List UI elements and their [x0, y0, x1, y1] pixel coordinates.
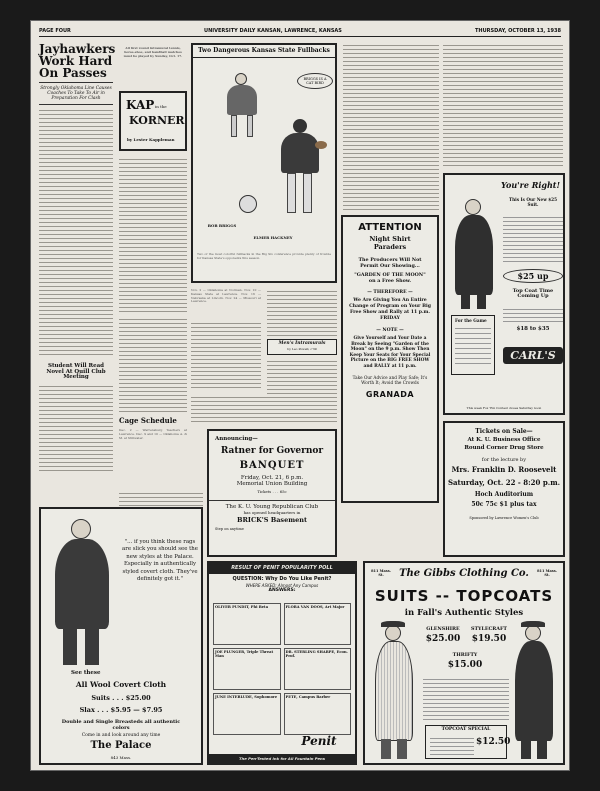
- penit-logo: Penit: [301, 734, 337, 748]
- gibbs-brand-thrifty: THRIFTY: [452, 652, 478, 658]
- ratner-banquet-ad: [207, 429, 337, 557]
- game-schedule: Nov. 2 — Oklahoma at Norman. Nov. 10 — Kansas State at Lawrence. Nov. 16 — Nebraska at Lincoln. Nov. 24 — Missouri at Lawrence.: [191, 288, 261, 304]
- fullback-photo-1: [213, 67, 273, 137]
- carls-man-figure: [451, 199, 497, 309]
- ratner-basement: BRICK'S Basement: [237, 516, 307, 524]
- page-number: PAGE FOUR: [39, 27, 71, 34]
- gibbs-price-thrifty: $15.00: [447, 660, 483, 670]
- games-filler: [191, 321, 261, 391]
- paper-title: UNIVERSITY DAILY KANSAN, LAWRENCE, KANSAS: [204, 27, 342, 34]
- carls-logo: CARL'S: [503, 347, 563, 364]
- attention-p3: We Are Giving You An Entire Change of Program on Your Big Free Show and Rally at 11 p.m. FRIDAY: [349, 298, 431, 321]
- kap-title: KAP: [126, 98, 155, 112]
- roosevelt-office: At K. U. Business Office: [467, 437, 541, 443]
- subhead-jayhawkers: Strongly Oklahoma Line Causes Coaches To Take To Air in Preparation For Clash: [40, 86, 112, 101]
- carls-price-topcoat: $18 to $35: [516, 326, 550, 332]
- gibbs-address-right: 811 Mass. St.: [537, 569, 557, 577]
- roosevelt-name: Mrs. Franklin D. Roosevelt: [451, 465, 557, 474]
- cartoon-figure: [239, 195, 257, 213]
- gibbs-price-special: $12.50: [476, 737, 511, 747]
- tag-bob-briggs: BOB BRIGGS: [207, 223, 237, 228]
- ratner-place: Memorial Union Building: [236, 481, 308, 487]
- masthead: [39, 25, 561, 37]
- carls-price-suit: $25 up: [503, 269, 563, 283]
- roosevelt-sponsor: Sponsored by Lawrence Women's Club: [469, 516, 539, 520]
- gibbs-price-stylecraft: $19.50: [471, 634, 507, 644]
- penit-answer-4: DR. STERLING SHARPE, Econ. Prof.: [284, 648, 352, 690]
- roosevelt-drug-store: Round Corner Drug Store: [464, 444, 544, 451]
- attention-title: ATTENTION: [358, 222, 422, 233]
- mens-intramurals-head: [267, 339, 337, 355]
- carls-game-label: For the Game: [455, 318, 487, 323]
- headline-jayhawkers: Jayhawkers Work Hard On Passes: [39, 42, 116, 80]
- kap-column-text: [119, 157, 187, 312]
- quill-club-body: [39, 384, 113, 474]
- ratner-sponsor: The K. U. Young Republican Club: [209, 500, 335, 510]
- palace-coat: All Wool Covert Cloth: [75, 680, 167, 689]
- attention-p4: Give Yourself and Your Date a Break by Seeing "Garden of the Moon" on the 9 p.m. Show Then Keep Your Seats for Your Special Picture on the BIG FREE SHOW and RALLY at 11 p.m.: [349, 336, 431, 369]
- gibbs-brand-glenshire: GLENSHIRE: [426, 626, 460, 632]
- penit-ad: [207, 561, 357, 765]
- tennis-notice: All first round intramural tennis, horse-shoe, and handball matches must be played by Sunday, Oct. 17.: [123, 46, 183, 58]
- palace-logo: The Palace: [90, 740, 152, 751]
- gibbs-logo: The Gibbs Clothing Co.: [399, 568, 529, 579]
- palace-man-figure: [47, 517, 117, 667]
- attention-p2: on a Free Show.: [368, 278, 412, 284]
- carls-game-list: [451, 315, 495, 375]
- carls-topcoat: Top Coat Time Coming Up: [512, 288, 554, 299]
- roosevelt-hall: Hoch Auditorium: [474, 491, 534, 498]
- gibbs-address-left: 811 Mass. St.: [371, 569, 391, 577]
- penit-answer-3: JOE PLUNGER, Triple Threat Man: [213, 648, 281, 690]
- issue-date: THURSDAY, OCTOBER 13, 1938: [474, 27, 561, 34]
- roosevelt-lecture-ad: [443, 421, 565, 557]
- sports-column: [39, 42, 116, 503]
- palace-address: 843 Mass.: [110, 755, 132, 760]
- ratner-announcing: Announcing—: [215, 436, 258, 442]
- kap-korner-column: [119, 91, 187, 151]
- penit-question: QUESTION: Why Do You Like Penit?: [232, 576, 332, 582]
- newspaper-page: [30, 20, 570, 771]
- penit-answer-2: FLORA VAN DOOS, Art Major: [284, 603, 352, 645]
- penit-answer-5: JUNE INTERLUDE, Sophomore: [213, 693, 281, 735]
- gibbs-price-glenshire: $25.00: [425, 634, 461, 644]
- attention-note: — NOTE —: [376, 328, 404, 333]
- fullbacks-title: Two Dangerous Kansas State Fullbacks: [193, 45, 335, 58]
- article-body: [39, 108, 113, 358]
- gibbs-man-left: [373, 621, 415, 761]
- gibbs-headline: SUITS -- TOPCOATS: [374, 587, 554, 605]
- kap-korner: KORNER: [129, 114, 185, 127]
- column3-text: [191, 395, 337, 425]
- standings-text: [443, 43, 563, 169]
- mens-filler-top: [267, 289, 337, 337]
- granada-logo: GRANADA: [365, 390, 415, 400]
- penit-answers-grid: [213, 603, 351, 735]
- gibbs-brand-stylecraft: STYLECRAFT: [471, 626, 507, 632]
- gibbs-sub: in Fall's Authentic Styles: [404, 608, 524, 618]
- penit-footer: The Pen-Tested Ink for All Fountain Pens: [209, 754, 355, 763]
- penit-answer-6: PETE, Campus Barber: [284, 693, 352, 735]
- ratner-footer: Step on anytime: [215, 526, 244, 531]
- gibbs-special-label: TOPCOAT SPECIAL: [441, 727, 491, 732]
- mens-intramurals-title: Men's Intramurals: [278, 341, 326, 346]
- fullback-photo-2: [271, 115, 331, 225]
- penit-where: WHERE ASKED: Almost Any Campus: [245, 583, 319, 588]
- carls-topcoat-copy: [503, 307, 563, 325]
- cage-schedule-text: Dec. 2 — Warrensburg Teachers at Lawrence. Dec. 9 and 10 — Oklahoma A. & M. at Stillwater.: [119, 428, 187, 440]
- kap-byline: by Lester Kappleman: [127, 137, 175, 142]
- mens-intramurals-byline: by Leo Powell, c'39: [287, 346, 317, 351]
- carls-footer: This week Fox 'Em Contest closes Saturday noon: [466, 406, 542, 410]
- tag-elmer-hackney: ELMER HACKNEY: [253, 235, 293, 240]
- palace-see-these: See these: [71, 670, 101, 676]
- cage-schedule-title: Cage Schedule: [119, 416, 177, 425]
- penit-answers: ANSWERS:: [268, 588, 296, 593]
- carls-sub: This Is Our New $25 Suit.: [509, 197, 557, 207]
- palace-slax-price: Slax . . . $5.95 — $7.95: [79, 706, 163, 714]
- gibbs-copy: [423, 677, 509, 721]
- penit-banner: RESULT OF PENIT POPULARITY POLL: [209, 563, 355, 574]
- roosevelt-for: for the lecture by: [481, 457, 527, 463]
- fullbacks-feature: [191, 43, 337, 283]
- headline-quill-club: Student Will Read Novel At Quill Club Meeting: [46, 363, 106, 380]
- palace-come-in: Come in and look around any time: [81, 733, 161, 738]
- ratner-title: Ratner for Governor: [220, 446, 324, 456]
- tag-cat-bird: BRIGGS IS A CAT BIRD: [297, 73, 333, 89]
- attention-movie: "GARDEN OF THE MOON": [354, 272, 426, 278]
- fullbacks-caption: Two of the most colorful fullbacks in the Big Six conference provide plenty of trouble for Kansas State's opponents this season.: [197, 252, 331, 260]
- roosevelt-tickets: Tickets on Sale—: [475, 428, 533, 435]
- kap-in-the: in the: [155, 104, 167, 109]
- carls-copy: [503, 215, 563, 263]
- gentleman-notes-text: [119, 317, 187, 412]
- palace-note: Double and Single Breasteds all authentic colors: [61, 719, 181, 731]
- palace-ad: [39, 507, 203, 765]
- attention-p1: The Producers Will Not Permit Our Showing...: [358, 257, 422, 269]
- intramural-results-text: [343, 43, 439, 211]
- gibbs-ad: [363, 561, 565, 765]
- ratner-hq: has opened headquarters in: [243, 510, 301, 515]
- palace-suits-price: Suits . . . $25.00: [91, 694, 151, 702]
- gibbs-topcoat-special: [425, 725, 511, 759]
- penit-answer-1: OLIVER PUNDIT, Phi Beta: [213, 603, 281, 645]
- carls-title: You're Right!: [501, 180, 561, 190]
- roosevelt-price: 50c 75c $1 plus tax: [471, 501, 537, 508]
- carls-ad: [443, 173, 565, 415]
- gibbs-man-right: [513, 621, 555, 761]
- attention-therefore: — THEREFORE —: [367, 290, 413, 295]
- roosevelt-date: Saturday, Oct. 22 - 8:20 p.m.: [447, 478, 561, 487]
- attention-p5: Take Our Advice and Play Safe; It's Worth It; Avoid the Crowds: [352, 374, 428, 385]
- ratner-banquet: BANQUET: [239, 460, 305, 471]
- attention-sub: Night Shirt Paraders: [369, 235, 411, 251]
- mens-filler-bottom: [267, 359, 337, 395]
- palace-copy: "... if you think these rags are slick you should see the new styles at the Palace. Especially in authentically styled covert cloth. They've definitely got it.": [122, 539, 198, 583]
- ratner-date: Friday, Oct. 21, 6 p.m.: [240, 475, 304, 481]
- granada-ad: [341, 215, 439, 503]
- ratner-tickets: Tickets . . . 65c: [257, 489, 287, 494]
